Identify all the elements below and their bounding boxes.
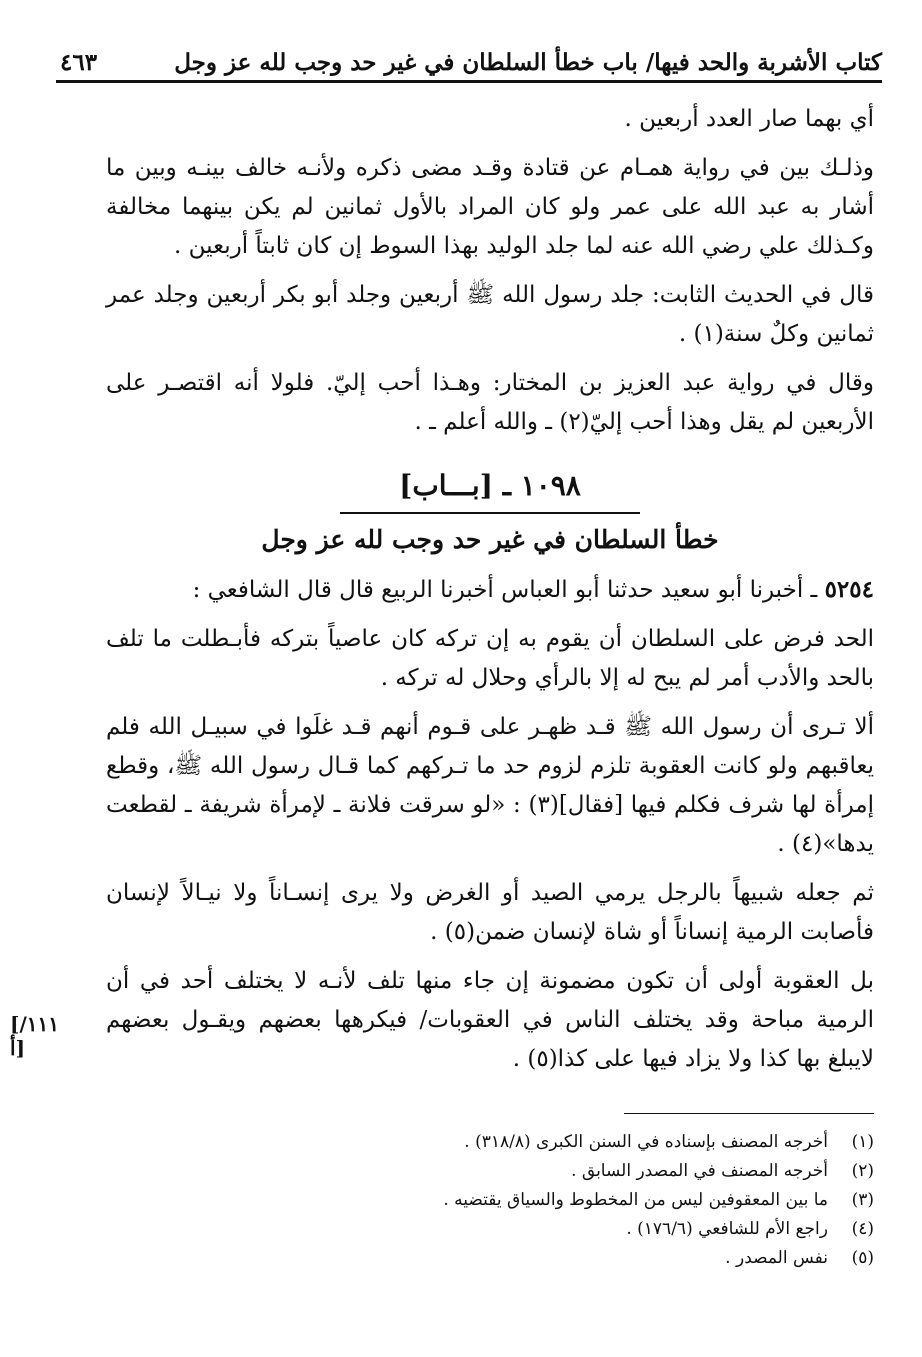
header-title: كتاب الأشربة والحد فيها/ باب خطأ السلطان في غير حد وجب لله عز وجل xyxy=(174,49,882,76)
footnote-text: نفس المصدر . xyxy=(725,1248,828,1268)
footnote-number: (٢) xyxy=(851,1161,874,1181)
hadith-isnad: ـ أخبرنا أبو سعيد حدثنا أبو العباس أخبرنا الربيع قال قال الشافعي : xyxy=(192,577,825,603)
hadith-paragraph xyxy=(106,570,874,610)
footnote-text: ما بين المعقوفين ليس من المخطوط والسياق يقتضيه . xyxy=(443,1190,828,1210)
chapter-heading xyxy=(106,464,874,560)
running-header xyxy=(60,32,882,76)
footnote-text: راجع الأم للشافعي (١٧٦/٦) . xyxy=(626,1219,828,1239)
paragraph: الحد فرض على السلطان أن يقوم به إن تركه كان عاصياً بتركه فأبـطلت ما تلف بالحد والأدب أمر لم يبح له إلا بالرأي وحلال له تركه . xyxy=(106,626,874,691)
footnote xyxy=(114,1244,874,1273)
paragraph: أي بهما صار العدد أربعين . xyxy=(624,106,874,132)
footnote-number: (٣) xyxy=(851,1190,874,1210)
main-text xyxy=(106,100,874,1089)
footnote-number: (١) xyxy=(851,1132,874,1152)
footnote-number: (٤) xyxy=(851,1219,874,1239)
paragraph: قال في الحديث الثابت: جلد رسول الله ﷺ أربعين وجلد أبو بكر أربعين وجلد عمر ثمانين وكلٌ سنة(١) . xyxy=(106,282,874,347)
paragraph: ثم جعله شبيهاً بالرجل يرمي الصيد أو الغرض ولا يرى إنسـاناً ولا نيـالاً لإنسان فأصابت الرمية إنساناً أو شاة لإنسان ضمن(٥) . xyxy=(106,880,874,945)
paragraph: بل العقوبة أولى أن تكون مضمونة إن جاء منها تلف لأنـه لا يختلف أحد في أن الرمية مباحة وقد يختلف الناس في العقوبات/ فيكرهها بعضهم ويقـول بعضهم لايبلغ بها كذا ولا يزاد فيها على كذا(٥) . xyxy=(106,968,874,1072)
chapter-number: ١٠٩٨ ـ [بـــاب] xyxy=(399,469,581,502)
chapter-title: خطأ السلطان في غير حد وجب لله عز وجل xyxy=(261,525,719,554)
paragraph: وذلـك بين في رواية همـام عن قتادة وقـد مضى ذكره ولأنـه خالف بينـه وبين ما أشار به عبد الله على عمر ولو كان المراد بالأول ثمانين لم يكن بينهما مخالفة وكـذلك علي رضي الله عنه لما جلد الوليد بهذا السوط إن كان ثابتاً أربعين . xyxy=(106,155,874,259)
footnote-text: أخرجه المصنف في المصدر السابق . xyxy=(571,1161,828,1181)
footnote xyxy=(114,1157,874,1186)
chapter-divider xyxy=(340,512,640,514)
header-rule xyxy=(56,80,882,83)
footnote-number: (٥) xyxy=(851,1248,874,1268)
page-number: ٤٦٣ xyxy=(60,49,98,76)
footnote xyxy=(114,1215,874,1244)
footnote xyxy=(114,1128,874,1157)
footnote xyxy=(114,1186,874,1215)
paragraph: ألا تـرى أن رسول الله ﷺ قـد ظهـر على قـوم أنهم قـد غلَوا في سبيـل الله فلم يعاقبهم ولو كانت العقوبة تلزم لزوم حد ما تـركهم كما قـال رسول الله ﷺ، وقطع إمرأة لها شرف فكلم فيها [فقال](٣) : «لو سرقت فلانة ـ لإمرأة شريفة ـ لقطعت يدها»(٤) . xyxy=(106,714,874,857)
hadith-number: ٥٢٥٤ xyxy=(824,576,874,603)
paragraph: وقال في رواية عبد العزيز بن المختار: وهـذا أحب إليّ. فلولا أنه اقتصـر على الأربعين لم يقل وهذا أحب إليّ(٢) ـ والله أعلم ـ . xyxy=(106,370,874,435)
manuscript-folio-ref: [١١١/ أ] xyxy=(10,1012,60,1060)
footnote-text: أخرجه المصنف بإسناده في السنن الكبرى (٣١٨/٨) . xyxy=(464,1132,828,1152)
footnote-rule xyxy=(624,1113,874,1114)
footnotes xyxy=(114,1128,874,1273)
